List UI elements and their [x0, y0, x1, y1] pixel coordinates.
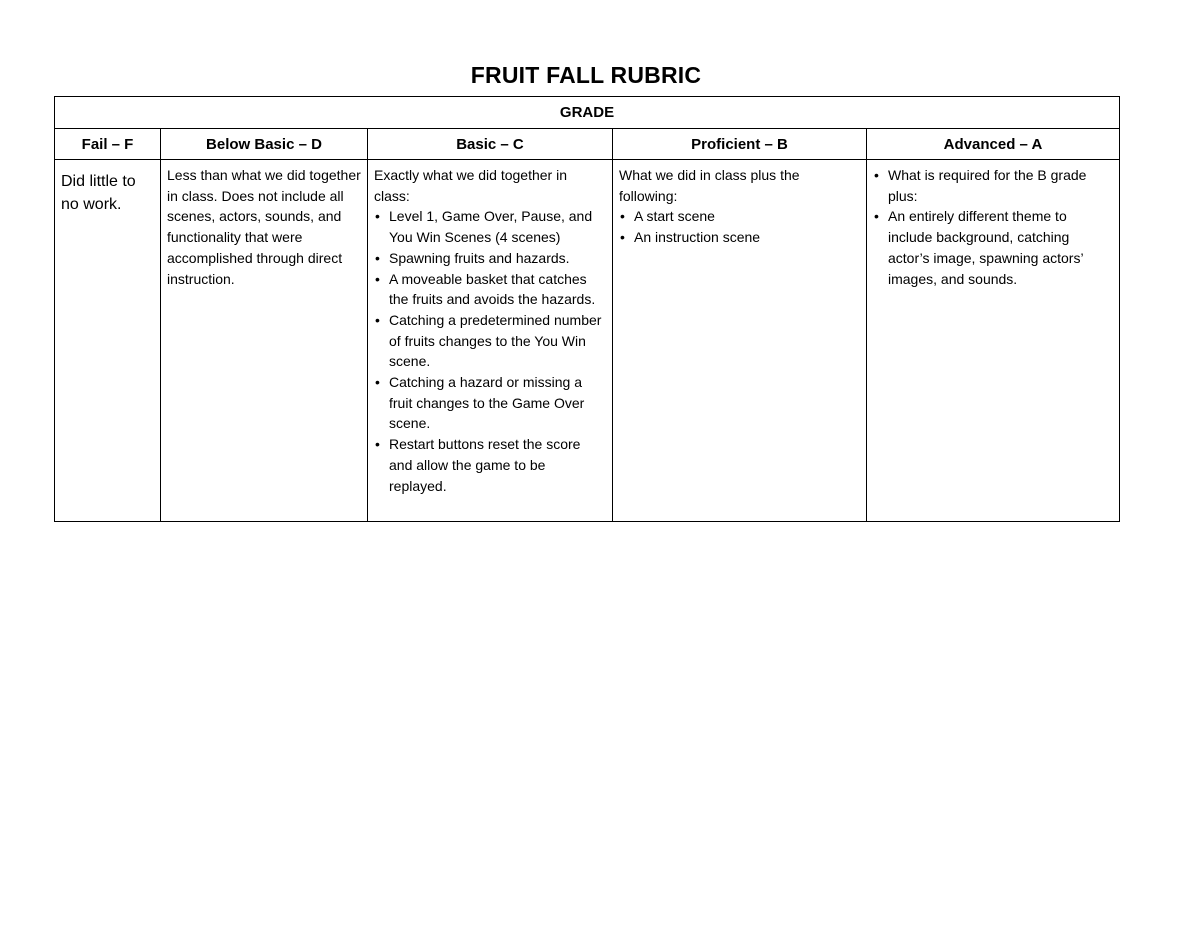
list-item: • Spawning fruits and hazards.: [374, 248, 606, 269]
proficient-intro: What we did in class plus the following:: [619, 167, 800, 204]
grade-header: GRADE: [55, 97, 1120, 129]
list-item: • Level 1, Game Over, Pause, and You Win Scenes (4 scenes): [374, 206, 606, 247]
basic-list: [374, 206, 606, 496]
fail-description: Did little to no work.: [61, 173, 136, 213]
column-header-row: [55, 129, 1120, 160]
below-basic-description: Less than what we did together in class. Does not include all scenes, actors, sounds, and functionality that were accomplished through direct instruction.: [167, 167, 361, 287]
column-header-below-basic: Below Basic – D: [161, 129, 368, 160]
criteria-row: [55, 160, 1120, 522]
page-title: FRUIT FALL RUBRIC: [470, 62, 702, 88]
list-item: • A start scene: [619, 206, 860, 227]
proficient-list: [619, 206, 860, 247]
list-item: • An instruction scene: [619, 227, 860, 248]
list-item: • A moveable basket that catches the fruits and avoids the hazards.: [374, 269, 606, 310]
list-item: • Catching a hazard or missing a fruit changes to the Game Over scene.: [374, 372, 606, 434]
advanced-cell: [867, 160, 1120, 522]
fail-cell: [55, 160, 161, 522]
column-header-advanced: Advanced – A: [867, 129, 1120, 160]
grade-header-row: [55, 97, 1120, 129]
below-basic-cell: [161, 160, 368, 522]
advanced-list: [873, 165, 1113, 289]
column-header-proficient: Proficient – B: [613, 129, 867, 160]
column-header-basic: Basic – C: [368, 129, 613, 160]
list-item: • Catching a predetermined number of fruits changes to the You Win scene.: [374, 310, 606, 372]
list-item: • Restart buttons reset the score and allow the game to be replayed.: [374, 434, 606, 496]
rubric-table: [54, 96, 1120, 522]
basic-cell: [368, 160, 613, 522]
column-header-fail: Fail – F: [55, 129, 161, 160]
list-item: • An entirely different theme to include background, catching actor’s image, spawning actors’ images, and sounds.: [873, 206, 1113, 289]
basic-intro: Exactly what we did together in class:: [374, 167, 567, 204]
list-item: • What is required for the B grade plus:: [873, 165, 1113, 206]
proficient-cell: [613, 160, 867, 522]
